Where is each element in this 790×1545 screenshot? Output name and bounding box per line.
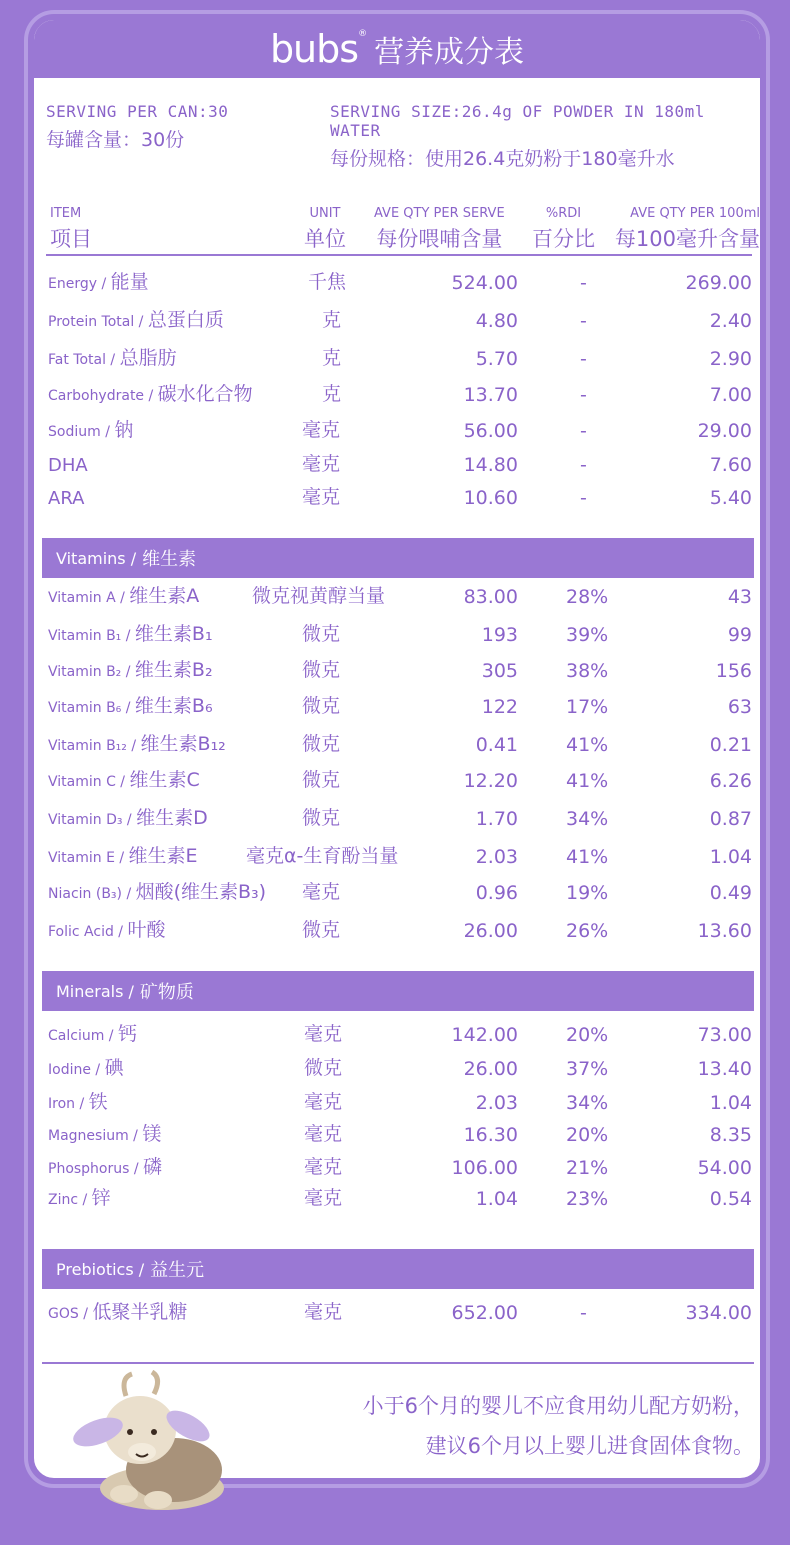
nutrient-name-zh: 总蛋白质 [147,309,224,331]
qty-per-100ml-cell: 269.00 [685,272,752,294]
nutrient-name-en: ARA [48,488,85,509]
nutrient-name-zh: 低聚半乳糖 [92,1301,188,1323]
qty-per-serve-cell: 1.70 [475,808,518,830]
unit-cell: 克 [322,309,342,331]
qty-per-100ml-cell: 54.00 [697,1157,752,1179]
unit-cell: 微克视黄醇当量 [252,585,386,607]
table-row [46,692,752,722]
qty-per-100ml-cell: 0.54 [709,1188,752,1210]
table-row [46,1298,752,1328]
rdi-cell: 37% [566,1058,609,1080]
bubs-logo: bubs® [269,27,367,71]
qty-per-100ml-cell: 156 [715,660,752,682]
rdi-cell: 34% [566,1092,609,1114]
unit-cell: 毫克 [304,1301,343,1323]
qty-per-serve-cell: 142.00 [451,1024,518,1046]
unit-cell: 毫克 [304,1023,343,1045]
qty-per-100ml-cell: 63 [727,696,752,718]
table-row [46,416,752,446]
nutrient-name-zh: 锌 [91,1187,111,1209]
nutrient-name-zh: 钠 [114,419,134,441]
serving-size-en: SERVING SIZE:26.4g OF POWDER IN 180ml WATER [330,102,705,140]
nutrient-name-zh: 磷 [143,1156,163,1178]
unit-cell: 微克 [302,919,341,941]
qty-per-serve-cell: 305 [481,660,518,682]
qty-per-serve-cell: 10.60 [463,487,518,509]
nutrient-name-en: Zinc / [48,1192,92,1208]
qty-per-100ml-cell: 334.00 [685,1302,752,1324]
qty-per-serve-cell: 0.96 [475,882,518,904]
table-row [46,1153,752,1183]
nutrient-name [48,379,253,406]
unit-cell: 毫克 [304,1123,343,1145]
nutrient-name [48,729,226,756]
unit-cell: 微克 [302,733,341,755]
nutrient-name-en: Iodine / [48,1062,105,1078]
nutrient-name-zh: 维生素B₁₂ [140,733,226,755]
nutrient-name-zh: 叶酸 [127,919,166,941]
nutrient-name-en: Fat Total / [48,352,120,368]
nutrient-name-zh: 维生素E [128,845,198,867]
nutrient-name-en: Iron / [48,1096,89,1112]
table-row [46,878,752,908]
qty-per-100ml-cell: 13.40 [697,1058,752,1080]
rdi-cell: - [580,348,587,370]
qty-per-100ml-cell: 5.40 [709,487,752,509]
nutrient-name-zh: 碘 [104,1057,124,1079]
nutrient-name-zh: 铁 [88,1091,108,1113]
footnote [294,1386,754,1466]
section-vitamins: Vitamins / 维生素 [42,538,754,578]
qty-per-100ml-cell: 2.90 [709,348,752,370]
qty-per-100ml-cell: 7.60 [709,454,752,476]
qty-per-100ml-cell: 2.40 [709,310,752,332]
nutrient-name [48,581,199,608]
rdi-cell: 20% [566,1124,609,1146]
table-row [46,306,752,336]
nutrient-name-en: Vitamin B₂ / [48,664,135,680]
qty-per-100ml-cell: 1.04 [709,1092,752,1114]
nutrient-name-en: Vitamin B₁₂ / [48,738,141,754]
nutrient-name-en: Niacin (B₃) / [48,886,136,902]
unit-cell: 微克 [302,695,341,717]
qty-per-serve-cell: 13.70 [463,384,518,406]
qty-per-100ml-cell: 7.00 [709,384,752,406]
table-row [46,344,752,374]
qty-per-100ml-cell: 99 [727,624,752,646]
qty-per-serve-cell: 4.80 [475,310,518,332]
unit-cell: 毫克 [304,1156,343,1178]
qty-per-serve-cell: 2.03 [475,1092,518,1114]
nutrient-name-en: GOS / [48,1306,93,1322]
nutrient-name-en: Vitamin E / [48,850,129,866]
qty-per-serve-cell: 122 [481,696,518,718]
nutrient-name-en: Vitamin B₆ / [48,700,135,716]
servings-per-can-en: SERVING PER CAN:30 [46,102,229,121]
rdi-cell: 41% [566,846,609,868]
page-title: 营养成分表 [374,35,525,70]
nutrient-name [48,915,165,942]
rdi-cell: 26% [566,920,609,942]
qty-per-serve-cell: 524.00 [451,272,518,294]
nutrient-name-en: Vitamin C / [48,774,130,790]
nutrient-name-zh: 维生素A [129,585,200,607]
qty-per-serve-cell: 0.41 [475,734,518,756]
qty-per-100ml-cell: 73.00 [697,1024,752,1046]
nutrient-name-en: Phosphorus / [48,1161,144,1177]
table-row [46,916,752,946]
nutrient-name-zh: 钙 [117,1023,137,1045]
qty-per-100ml-cell: 29.00 [697,420,752,442]
rdi-cell: - [580,310,587,332]
footnote-line-2: 建议6个月以上婴儿进食固体食物。 [425,1434,754,1458]
table-row [46,1088,752,1118]
table-header [46,206,760,256]
rdi-cell: 20% [566,1024,609,1046]
table-row [46,1120,752,1150]
rdi-cell: 38% [566,660,609,682]
qty-per-serve-cell: 2.03 [475,846,518,868]
nutrient-name-zh: 碳水化合物 [157,383,253,405]
nutrient-name-zh: 维生素D [136,807,208,829]
nutrient-name [48,765,200,792]
servings-per-can-zh: 每罐含量：30份 [46,129,185,151]
section-minerals: Minerals / 矿物质 [42,971,754,1011]
table-row [46,450,752,480]
nutrient-name [48,1053,124,1080]
rdi-cell: - [580,420,587,442]
qty-per-serve-cell: 5.70 [475,348,518,370]
rdi-cell: 39% [566,624,609,646]
nutrient-name [48,655,213,682]
unit-cell: 毫克 [304,1187,343,1209]
nutrient-name-en: Carbohydrate / [48,388,158,404]
rdi-cell: - [580,1302,587,1324]
col-unit: UNIT 单位 [304,206,346,251]
nutrient-name-zh: 维生素C [129,769,200,791]
qty-per-100ml-cell: 8.35 [709,1124,752,1146]
unit-cell: 毫克 [302,453,341,475]
col-item: ITEM 项目 [50,206,92,251]
nutrient-name-zh: 维生素B₂ [134,659,213,681]
table-row [46,483,752,513]
unit-cell: 微克 [302,807,341,829]
unit-cell: 毫克 [302,881,341,903]
nutrient-name-en: Folic Acid / [48,924,128,940]
rdi-cell: 41% [566,734,609,756]
qty-per-100ml-cell: 13.60 [697,920,752,942]
qty-per-100ml-cell: 0.21 [709,734,752,756]
table-row [46,804,752,834]
unit-cell: 毫克 [304,1091,343,1113]
unit-cell: 克 [322,383,342,405]
nutrient-name [48,841,198,868]
nutrient-name [48,267,149,294]
rdi-cell: - [580,272,587,294]
table-row [46,766,752,796]
unit-cell: 微克 [304,1057,343,1079]
unit-cell: 毫克 [302,419,341,441]
qty-per-100ml-cell: 43 [727,586,752,608]
nutrient-name [48,1297,187,1324]
qty-per-serve-cell: 83.00 [463,586,518,608]
table-row [46,1054,752,1084]
nutrient-name-en: DHA [48,455,88,476]
table-row [46,582,752,612]
rdi-cell: 21% [566,1157,609,1179]
rdi-cell: 41% [566,770,609,792]
rdi-cell: - [580,454,587,476]
nutrient-name-zh: 维生素B₆ [134,695,213,717]
rdi-cell: 34% [566,808,609,830]
table-row [46,1020,752,1050]
nutrient-name [48,1183,111,1210]
nutrient-name [48,1019,137,1046]
title-bar [34,20,760,78]
nutrient-name-en: Calcium / [48,1028,118,1044]
qty-per-100ml-cell: 6.26 [709,770,752,792]
nutrition-card [28,14,766,1484]
table-row [46,380,752,410]
qty-per-100ml-cell: 0.49 [709,882,752,904]
qty-per-serve-cell: 16.30 [463,1124,518,1146]
unit-cell: 毫克α-生育酚当量 [246,845,399,867]
qty-per-serve-cell: 1.04 [475,1188,518,1210]
table-row [46,1184,752,1214]
goat-toy-icon [62,1370,252,1520]
nutrient-name [48,454,88,476]
qty-per-serve-cell: 193 [481,624,518,646]
table-row [46,620,752,650]
table-row [46,730,752,760]
qty-per-serve-cell: 26.00 [463,1058,518,1080]
unit-cell: 克 [322,347,342,369]
footnote-line-1: 小于6个月的婴儿不应食用幼儿配方奶粉， [362,1394,754,1418]
nutrient-name-en: Sodium / [48,424,115,440]
unit-cell: 微克 [302,769,341,791]
unit-cell: 微克 [302,659,341,681]
nutrient-name-en: Vitamin B₁ / [48,628,135,644]
rdi-cell: - [580,384,587,406]
table-row [46,656,752,686]
col-ave-qty: AVE QTY PER SERVE 每份喂哺含量 [374,206,505,251]
rdi-cell: 28% [566,586,609,608]
qty-per-serve-cell: 12.20 [463,770,518,792]
nutrient-name [48,343,177,370]
qty-per-serve-cell: 14.80 [463,454,518,476]
nutrient-name-zh: 烟酸(维生素B₃) [135,881,267,903]
nutrient-name [48,1119,161,1146]
qty-per-serve-cell: 106.00 [451,1157,518,1179]
nutrient-name-en: Vitamin D₃ / [48,812,137,828]
table-row [46,268,752,298]
divider [42,1362,754,1364]
nutrient-name-zh: 维生素B₁ [134,623,213,645]
qty-per-100ml-cell: 1.04 [709,846,752,868]
nutrient-name-en: Magnesium / [48,1128,143,1144]
qty-per-100ml-cell: 0.87 [709,808,752,830]
unit-cell: 毫克 [302,486,341,508]
section-prebiotics: Prebiotics / 益生元 [42,1249,754,1289]
unit-cell: 千焦 [308,271,347,293]
rdi-cell: 17% [566,696,609,718]
nutrient-name-zh: 能量 [110,271,149,293]
nutrient-name [48,803,208,830]
nutrient-name [48,619,213,646]
rdi-cell: - [580,487,587,509]
table-row [46,842,752,872]
unit-cell: 微克 [302,623,341,645]
qty-per-serve-cell: 56.00 [463,420,518,442]
nutrient-name [48,415,133,442]
nutrient-name [48,305,224,332]
nutrient-name [48,877,266,904]
nutrient-name [48,1152,162,1179]
nutrient-name [48,691,213,718]
rdi-cell: 19% [566,882,609,904]
col-rdi: %RDI 百分比 [532,206,595,251]
qty-per-serve-cell: 26.00 [463,920,518,942]
qty-per-serve-cell: 652.00 [451,1302,518,1324]
nutrient-name-en: Energy / [48,276,111,292]
rdi-cell: 23% [566,1188,609,1210]
col-per-100ml: AVE QTY PER 100ml 每100毫升含量 [614,206,760,251]
nutrient-name-zh: 镁 [142,1123,162,1145]
nutrient-name [48,1087,108,1114]
nutrient-name-en: Vitamin A / [48,590,130,606]
serving-size-zh: 每份规格：使用26.4克奶粉于180毫升水 [330,148,675,170]
nutrient-name [48,487,84,509]
nutrient-name-zh: 总脂肪 [119,347,177,369]
nutrient-name-en: Protein Total / [48,314,148,330]
